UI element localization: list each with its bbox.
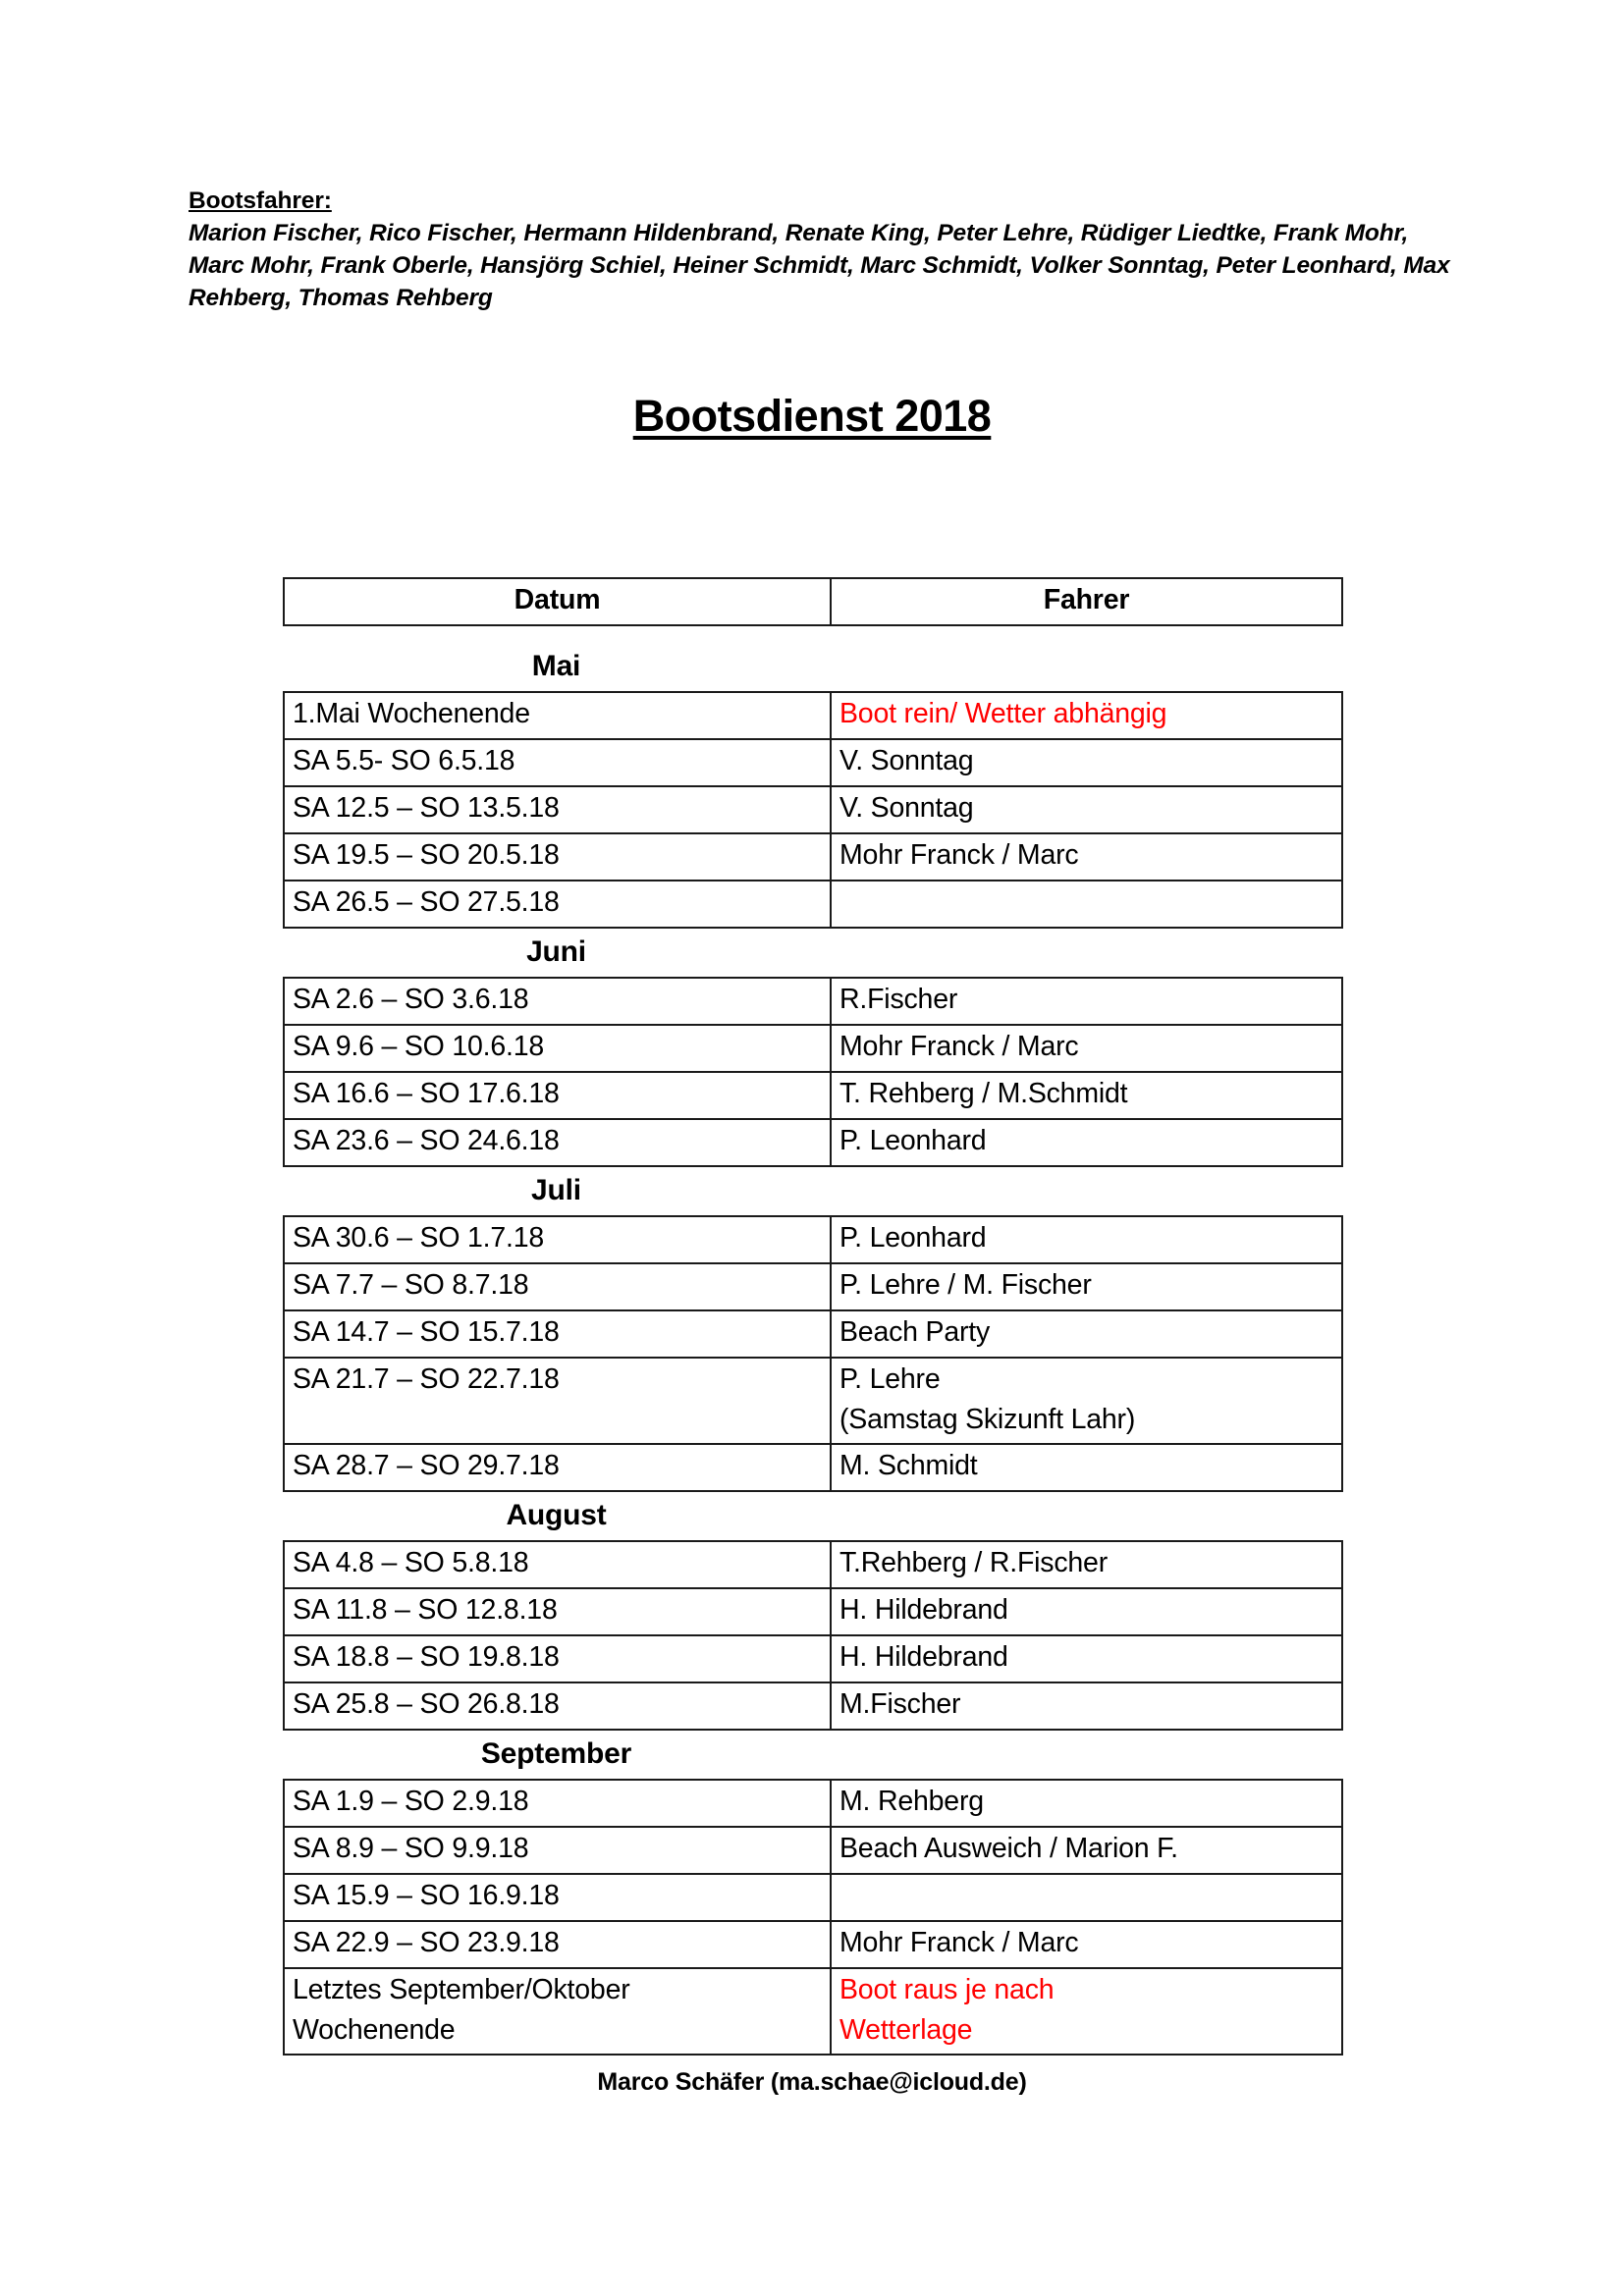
cell-fahrer-line: H. Hildebrand [839, 1594, 1008, 1626]
cell-fahrer [831, 1541, 1342, 1588]
page-title [0, 391, 1624, 442]
cell-datum-line: SA 25.8 – SO 26.8.18 [293, 1688, 560, 1720]
cell-datum [284, 786, 831, 833]
cell-fahrer [831, 1444, 1342, 1491]
cell-datum-line: SA 22.9 – SO 23.9.18 [293, 1927, 560, 1958]
cell-datum-line: SA 26.5 – SO 27.5.18 [293, 886, 560, 918]
table-row [284, 739, 1342, 786]
cell-datum-line: SA 2.6 – SO 3.6.18 [293, 984, 529, 1015]
schedule-table-september [283, 1779, 1343, 2056]
cell-fahrer-line: M. Schmidt [839, 1450, 978, 1481]
drivers-heading: Bootsfahrer: [189, 187, 332, 214]
column-header-datum: Datum [284, 578, 831, 625]
footer-contact: Marco Schäfer (ma.schae@icloud.de) [597, 2068, 1027, 2096]
cell-fahrer [831, 1780, 1342, 1827]
table-row [284, 786, 1342, 833]
cell-datum [284, 1358, 831, 1444]
cell-datum [284, 1780, 831, 1827]
table-row [284, 1874, 1342, 1921]
table-row [284, 1780, 1342, 1827]
cell-datum [284, 1025, 831, 1072]
cell-fahrer-line: P. Leonhard [839, 1222, 987, 1254]
cell-datum [284, 1635, 831, 1682]
cell-datum [284, 1541, 831, 1588]
cell-datum [284, 1827, 831, 1874]
table-row [284, 1025, 1342, 1072]
cell-fahrer [831, 692, 1342, 739]
cell-datum [284, 1588, 831, 1635]
cell-fahrer-line: P. Lehre / M. Fischer [839, 1269, 1092, 1301]
cell-fahrer [831, 881, 1342, 928]
cell-datum-line: SA 30.6 – SO 1.7.18 [293, 1222, 545, 1254]
schedule-table-juli [283, 1215, 1343, 1492]
bootsdienst-schedule [283, 577, 1341, 2056]
month-label-mai: Mai [531, 650, 581, 682]
cell-datum-line: SA 1.9 – SO 2.9.18 [293, 1786, 529, 1817]
table-header-row [284, 578, 1342, 625]
cell-fahrer [831, 1358, 1342, 1444]
cell-fahrer [831, 1588, 1342, 1635]
table-row [284, 1072, 1342, 1119]
table-row [284, 881, 1342, 928]
cell-datum [284, 978, 831, 1025]
cell-datum-line: SA 7.7 – SO 8.7.18 [293, 1269, 529, 1301]
cell-fahrer-line: H. Hildebrand [839, 1641, 1008, 1673]
cell-datum-line: SA 28.7 – SO 29.7.18 [293, 1450, 560, 1481]
cell-datum-line: SA 11.8 – SO 12.8.18 [293, 1594, 558, 1626]
cell-fahrer [831, 1682, 1342, 1730]
cell-datum-line: SA 18.8 – SO 19.8.18 [293, 1641, 560, 1673]
cell-fahrer-line: Beach Ausweich / Marion F. [839, 1833, 1178, 1864]
cell-datum-line: SA 8.9 – SO 9.9.18 [293, 1833, 529, 1864]
cell-fahrer-line: Mohr Franck / Marc [839, 1927, 1079, 1958]
schedule-table-mai [283, 691, 1343, 929]
table-row [284, 1635, 1342, 1682]
cell-datum [284, 692, 831, 739]
cell-fahrer-line: P. Leonhard [839, 1125, 987, 1156]
cell-datum [284, 881, 831, 928]
table-row [284, 833, 1342, 881]
cell-datum-line: SA 12.5 – SO 13.5.18 [293, 792, 560, 824]
cell-fahrer-line: Boot raus je nach [839, 1974, 1055, 2005]
month-label-august: August [506, 1499, 607, 1531]
cell-fahrer-line: V. Sonntag [839, 745, 974, 776]
table-row [284, 1541, 1342, 1588]
drivers-name-list: Marion Fischer, Rico Fischer, Hermann Hildenbrand, Renate King, Peter Lehre, Rüdiger Liedtke, Frank Mohr, Marc Mohr, Frank Oberle, Hansjörg Schiel, Heiner Schmidt, Marc Schmidt, Volker Sonntag, Peter Leonhard, Max Rehberg, Thomas Rehberg [189, 220, 1450, 311]
cell-fahrer-line: Wetterlage [839, 2014, 973, 2046]
table-row [284, 1588, 1342, 1635]
cell-fahrer-line: V. Sonntag [839, 792, 974, 824]
cell-fahrer [831, 1827, 1342, 1874]
table-row [284, 1444, 1342, 1491]
cell-fahrer-line: Mohr Franck / Marc [839, 839, 1079, 871]
cell-fahrer-line: M. Rehberg [839, 1786, 984, 1817]
cell-datum-line: Letztes September/Oktober [293, 1974, 630, 2005]
drivers-block [189, 185, 1455, 314]
column-header-fahrer: Fahrer [831, 578, 1342, 625]
page-title-text: Bootsdienst 2018 [632, 391, 992, 441]
cell-datum-line: SA 21.7 – SO 22.7.18 [293, 1363, 560, 1395]
cell-datum [284, 739, 831, 786]
cell-fahrer-line: P. Lehre [839, 1363, 941, 1395]
cell-datum [284, 1874, 831, 1921]
cell-datum-line: SA 23.6 – SO 24.6.18 [293, 1125, 560, 1156]
cell-fahrer-line: M.Fischer [839, 1688, 961, 1720]
cell-datum [284, 1216, 831, 1263]
table-row [284, 692, 1342, 739]
cell-fahrer [831, 833, 1342, 881]
cell-datum [284, 1263, 831, 1310]
cell-fahrer [831, 1263, 1342, 1310]
table-row [284, 1968, 1342, 2055]
cell-fahrer-line: T.Rehberg / R.Fischer [839, 1547, 1108, 1578]
cell-datum-line: SA 9.6 – SO 10.6.18 [293, 1031, 545, 1062]
cell-fahrer [831, 1921, 1342, 1968]
cell-fahrer [831, 1119, 1342, 1166]
cell-fahrer-line: R.Fischer [839, 984, 958, 1015]
cell-fahrer [831, 1968, 1342, 2055]
table-row [284, 1358, 1342, 1444]
cell-fahrer [831, 1072, 1342, 1119]
cell-datum [284, 833, 831, 881]
section-spacer [283, 626, 1341, 648]
table-row [284, 1921, 1342, 1968]
cell-fahrer-line: T. Rehberg / M.Schmidt [839, 1078, 1128, 1109]
cell-datum [284, 1072, 831, 1119]
month-label-september: September [480, 1737, 632, 1770]
cell-datum [284, 1119, 831, 1166]
table-row [284, 1310, 1342, 1358]
schedule-table-august [283, 1540, 1343, 1731]
cell-fahrer [831, 739, 1342, 786]
cell-datum [284, 1682, 831, 1730]
cell-datum [284, 1444, 831, 1491]
cell-fahrer-line: Boot rein/ Wetter abhängig [839, 698, 1167, 729]
cell-fahrer [831, 1025, 1342, 1072]
cell-datum-line: SA 14.7 – SO 15.7.18 [293, 1316, 560, 1348]
month-label-juli: Juli [531, 1174, 581, 1206]
cell-datum-line: SA 4.8 – SO 5.8.18 [293, 1547, 529, 1578]
cell-datum-line: SA 15.9 – SO 16.9.18 [293, 1880, 560, 1911]
schedule-sections [283, 626, 1341, 2056]
cell-fahrer [831, 1216, 1342, 1263]
cell-fahrer [831, 978, 1342, 1025]
schedule-header-table [283, 577, 1343, 626]
month-label-juni: Juni [526, 935, 586, 968]
cell-datum [284, 1921, 831, 1968]
cell-datum-line: SA 16.6 – SO 17.6.18 [293, 1078, 560, 1109]
cell-datum-line: SA 5.5- SO 6.5.18 [293, 745, 515, 776]
cell-fahrer-line: Beach Party [839, 1316, 991, 1348]
cell-fahrer [831, 786, 1342, 833]
cell-fahrer [831, 1635, 1342, 1682]
schedule-table-juni [283, 977, 1343, 1167]
cell-fahrer [831, 1874, 1342, 1921]
cell-datum [284, 1310, 831, 1358]
cell-datum [284, 1968, 831, 2055]
cell-datum-line: Wochenende [293, 2014, 456, 2046]
cell-fahrer [831, 1310, 1342, 1358]
table-row [284, 1263, 1342, 1310]
table-row [284, 1682, 1342, 1730]
table-row [284, 1119, 1342, 1166]
cell-datum-line: 1.Mai Wochenende [293, 698, 530, 729]
table-row [284, 1827, 1342, 1874]
cell-fahrer-line: (Samstag Skizunft Lahr) [839, 1404, 1136, 1435]
cell-datum-line: SA 19.5 – SO 20.5.18 [293, 839, 560, 871]
cell-fahrer-line: Mohr Franck / Marc [839, 1031, 1079, 1062]
table-row [284, 1216, 1342, 1263]
table-row [284, 978, 1342, 1025]
